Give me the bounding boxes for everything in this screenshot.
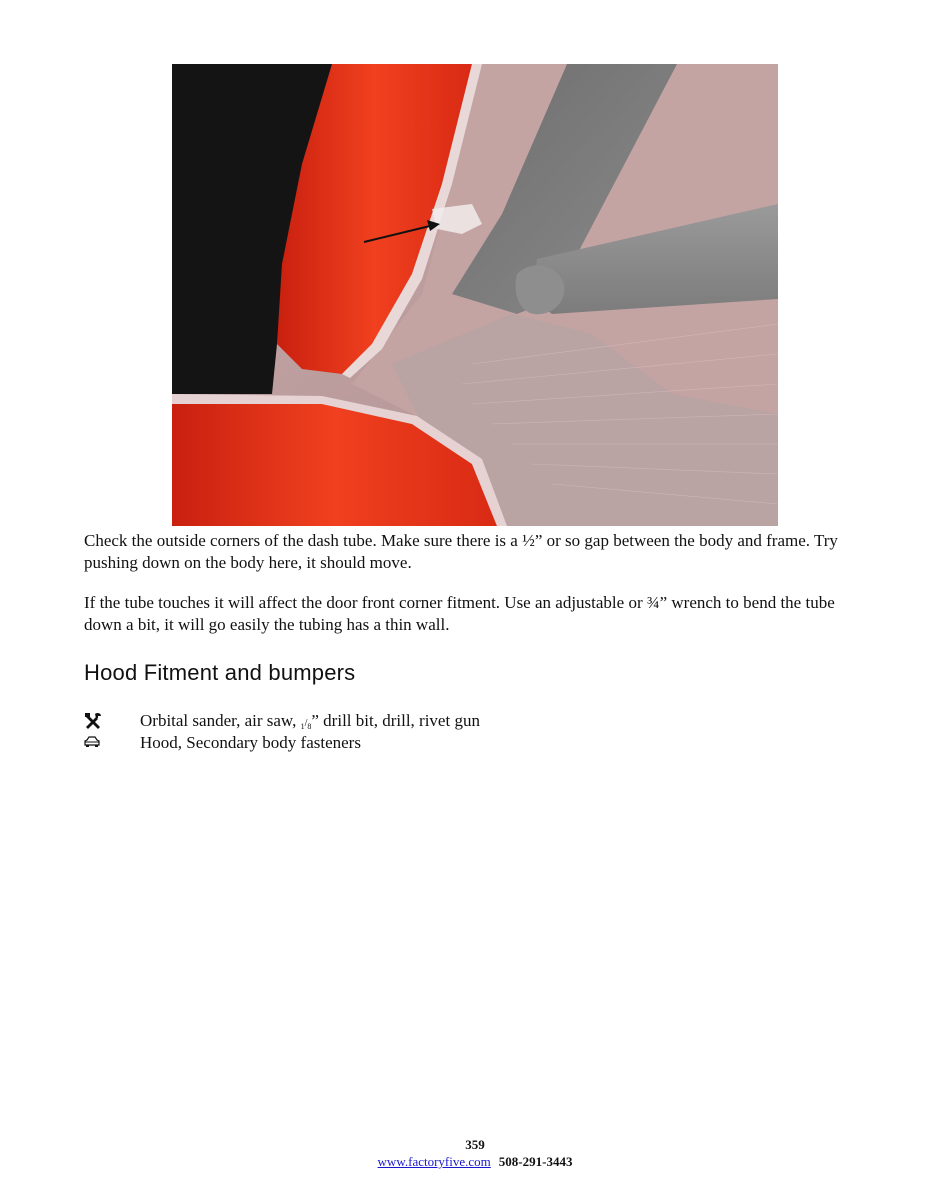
parts-required-row bbox=[84, 732, 361, 754]
instruction-paragraph-2: If the tube touches it will affect the door front corner fitment. Use an adjustable or ¾” wrench to bend the tube down a bit, it will go easily the tubing has a thin wall. bbox=[84, 593, 835, 634]
phone-number: 508-291-3443 bbox=[498, 1154, 573, 1169]
car-icon bbox=[84, 732, 140, 754]
page-number: 359 bbox=[465, 1137, 485, 1152]
footer-contact bbox=[0, 1154, 950, 1170]
car-icon-graphic bbox=[84, 736, 100, 748]
tools-icon-graphic bbox=[84, 712, 104, 730]
fraction-denominator: 8 bbox=[307, 722, 312, 731]
tools-text-post: ” drill bit, drill, rivet gun bbox=[311, 711, 480, 730]
tools-text-pre: Orbital sander, air saw, bbox=[140, 711, 301, 730]
photo-illustration bbox=[172, 64, 778, 526]
website-link[interactable]: www.factoryfive.com bbox=[377, 1154, 491, 1169]
parts-text: Hood, Secondary body fasteners bbox=[140, 733, 361, 752]
drill-bit-fraction: $_1/_8$ bbox=[300, 718, 312, 731]
fraction-numerator: 1 bbox=[300, 722, 305, 731]
dash-tube-photo bbox=[172, 64, 778, 526]
section-heading: Hood Fitment and bumpers bbox=[84, 660, 356, 685]
instruction-paragraph-1: Check the outside corners of the dash tube. Make sure there is a ½” or so gap between the body and frame. Try pushing down on the body here, it should move. bbox=[84, 531, 838, 572]
